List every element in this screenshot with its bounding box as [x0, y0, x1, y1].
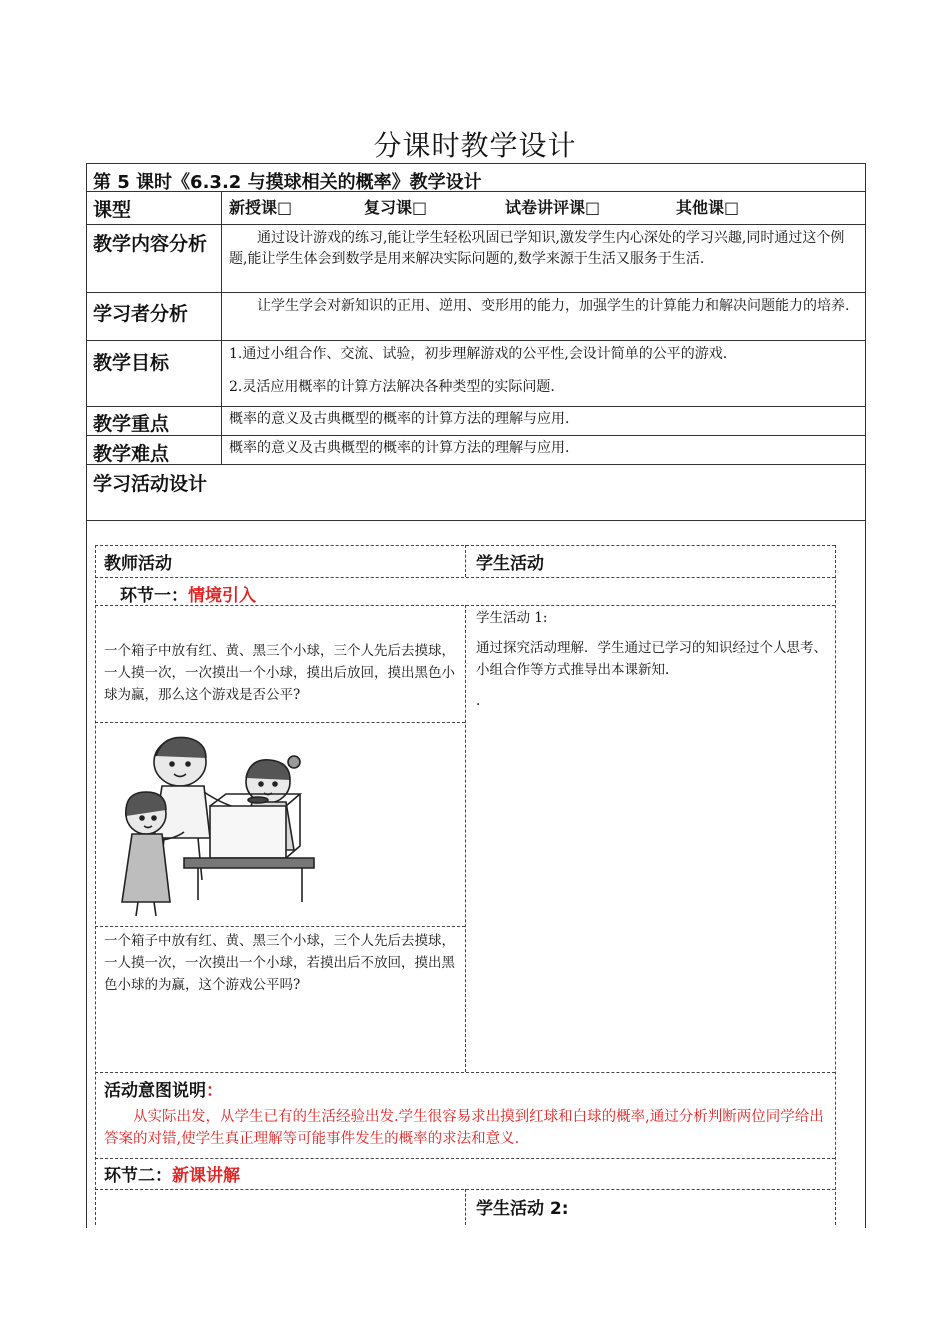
teacher-cell-divider	[95, 926, 465, 927]
teacher-activity-header: 教师活动	[104, 554, 172, 574]
inner-column-divider	[465, 605, 466, 1072]
row-divider	[86, 224, 866, 225]
learner-analysis-label: 学习者分析	[93, 303, 189, 325]
row-divider	[86, 435, 866, 436]
student-activity-1-dot: .	[476, 693, 481, 709]
inner-divider	[95, 577, 835, 578]
inner-left-border	[95, 545, 96, 1225]
content-analysis-text: 通过设计游戏的练习,能让学生轻松巩固已学知识,激发学生内心深处的学习兴趣,同时通过这个例题,能让学生体会到数学是用来解决实际问题的,数学来源于生活又服务于生活.	[229, 230, 845, 267]
table-top-border	[86, 163, 866, 164]
teacher-scenario-2: 一个箱子中放有红、黄、黑三个小球，三个人先后去摸球，一人摸一次，一次摸出一个小球，若摸出后不放回，摸出黑色小球的为赢，这个游戏公平吗?	[104, 933, 455, 993]
inner-right-border	[835, 545, 836, 1225]
teacher-cell-divider	[95, 722, 465, 723]
teaching-goals-label: 教学目标	[93, 352, 170, 374]
difficulties-label: 教学难点	[93, 443, 170, 465]
teaching-goal-2: 2.灵活应用概率的计算方法解决各种类型的实际问题.	[229, 379, 555, 395]
intent-text: 从实际出发，从学生已有的生活经验出发.学生很容易求出摸到红球和白球的概率,通过分析判断两位同学给出答案的对错,使学生真正理解等可能事件发生的概率的求法和意义.	[104, 1109, 824, 1147]
learner-analysis-text: 让学生学会对新知识的正用、逆用、变形用的能力，加强学生的计算能力和解决问题能力的培养.	[257, 298, 850, 314]
row-divider	[86, 340, 866, 341]
student-activity-1-text: 通过探究活动理解．学生通过已学习的知识经过个人思考、小组合作等方式推导出本课新知.	[476, 640, 827, 678]
type-option-exam-review[interactable]: 试卷讲评课□	[505, 198, 601, 217]
inner-column-divider	[465, 1189, 466, 1225]
inner-column-divider	[465, 545, 466, 577]
student-activity-header: 学生活动	[476, 554, 544, 574]
table-left-border	[86, 163, 87, 1228]
key-points-text: 概率的意义及古典概型的概率的计算方法的理解与应用.	[229, 411, 570, 427]
intent-colon: ：	[206, 1081, 223, 1101]
row-divider	[86, 520, 866, 521]
key-points-label: 教学重点	[93, 413, 170, 435]
stage-1-heading	[120, 581, 256, 606]
inner-divider	[95, 1072, 835, 1073]
activity-design-label: 学习活动设计	[93, 473, 208, 495]
children-drawing-balls-from-box-illustration	[118, 730, 328, 918]
row-divider	[86, 406, 866, 407]
label-column-divider	[221, 191, 222, 464]
student-activity-2-title: 学生活动 2:	[476, 1199, 569, 1219]
row-divider	[86, 292, 866, 293]
type-option-review[interactable]: 复习课□	[364, 198, 428, 217]
table-right-border	[865, 163, 866, 1228]
teaching-goal-1: 1.通过小组合作、交流、试验，初步理解游戏的公平性,会设计简单的公平的游戏.	[229, 346, 728, 362]
page-title: 分课时教学设计	[373, 129, 577, 162]
difficulties-text: 概率的意义及古典概型的概率的计算方法的理解与应用.	[229, 440, 570, 456]
row-divider	[86, 464, 866, 465]
lesson-header: 第 5 课时《6.3.2 与摸球相关的概率》教学设计	[93, 172, 482, 193]
stage-1-name: 情境引入	[188, 586, 256, 606]
intent-heading	[104, 1076, 223, 1101]
type-label: 课型	[93, 199, 132, 221]
stage-1-prefix: 环节一：	[120, 586, 188, 606]
inner-divider	[95, 1158, 835, 1159]
stage-2-name: 新课讲解	[172, 1166, 240, 1186]
intent-label: 活动意图说明	[104, 1081, 206, 1101]
type-option-new[interactable]: 新授课□	[229, 198, 293, 217]
stage-2-heading	[104, 1161, 240, 1186]
teacher-scenario-1: 一个箱子中放有红、黄、黑三个小球，三个人先后去摸球，一人摸一次，一次摸出一个小球，摸出后放回，摸出黑色小球为赢，那么这个游戏是否公平?	[104, 643, 455, 703]
student-activity-1-title: 学生活动 1:	[476, 610, 548, 626]
stage-2-prefix: 环节二：	[104, 1166, 172, 1186]
content-analysis-label: 教学内容分析	[93, 233, 208, 255]
type-option-other[interactable]: 其他课□	[676, 198, 740, 217]
